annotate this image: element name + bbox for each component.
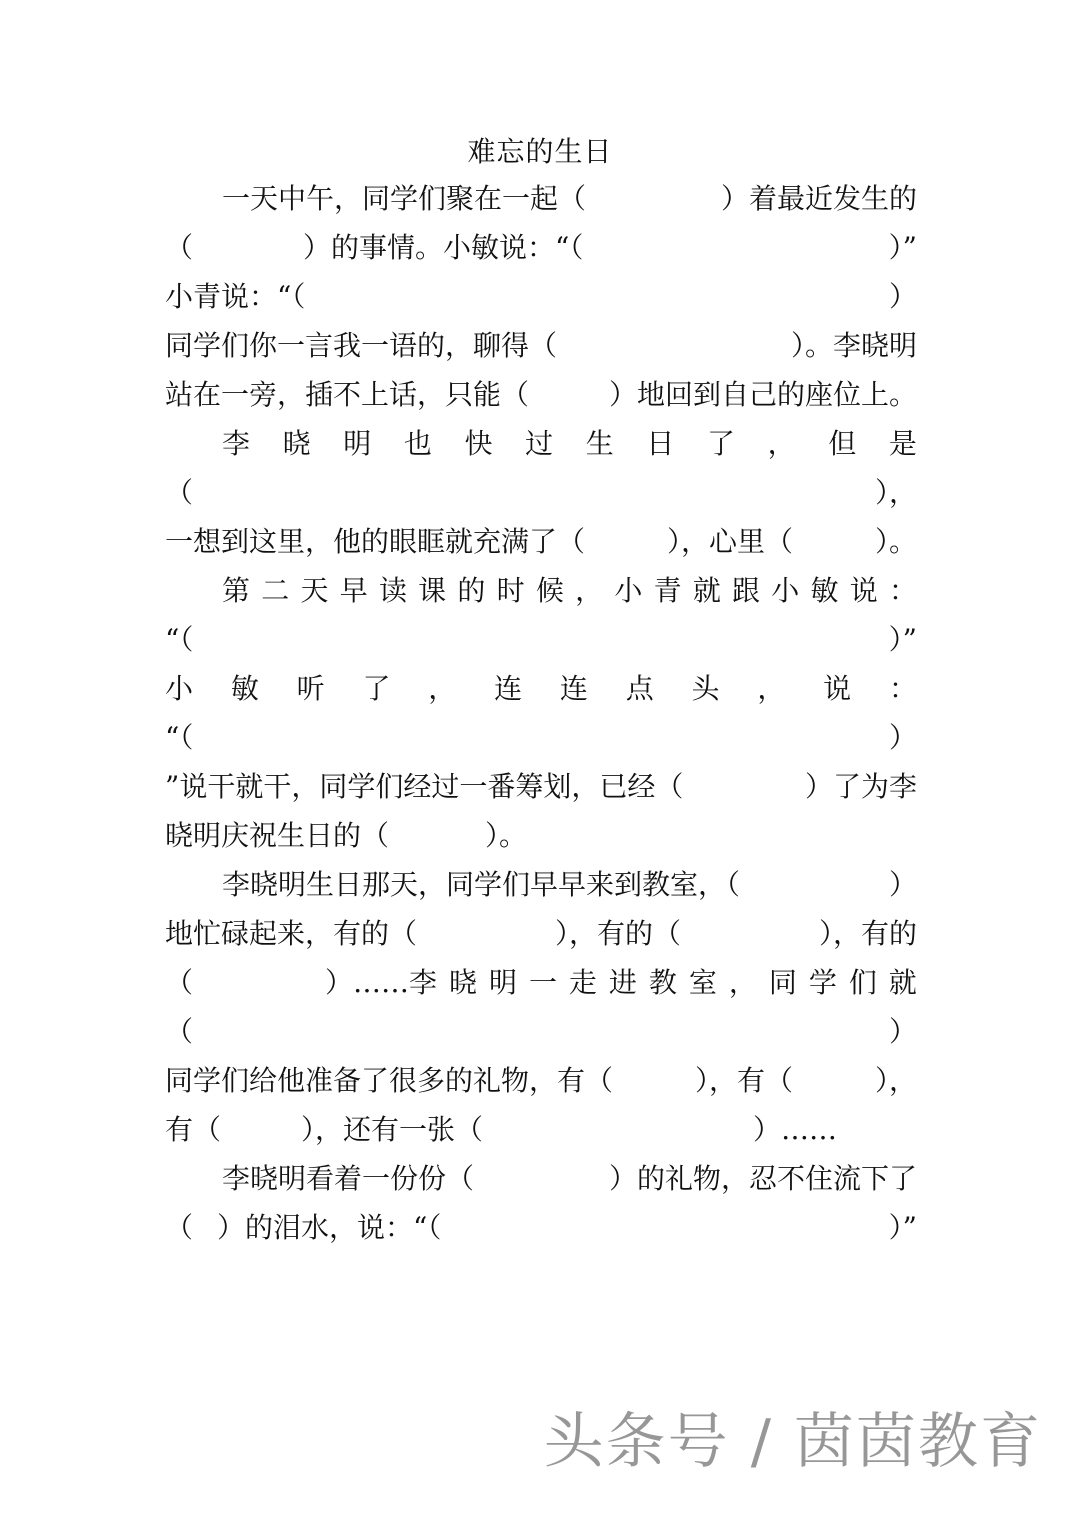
text-segment: 小青说：“（ bbox=[165, 280, 306, 313]
text-segment: 站在一旁，插不上话，只能（ bbox=[165, 378, 530, 411]
text-segment: 进 bbox=[608, 966, 637, 999]
text-segment: ） bbox=[888, 1015, 917, 1048]
text-line bbox=[165, 962, 917, 1004]
text-segment: “（ bbox=[165, 623, 194, 656]
text-segment: ）， bbox=[874, 476, 917, 509]
text-segment: 晓 bbox=[448, 966, 477, 999]
text-segment: 一想到这里，他的眼眶就充满了（ bbox=[165, 525, 586, 558]
text-segment: 走 bbox=[568, 966, 597, 999]
text-segment: ）” bbox=[888, 1211, 917, 1244]
text-segment: “（ bbox=[165, 721, 194, 754]
watermark: 头条号 / 茵茵教育 bbox=[543, 1407, 1042, 1477]
text-segment: 头 bbox=[691, 672, 720, 705]
text-segment: 同学们你一言我一语的，聊得（ bbox=[165, 329, 558, 362]
text-segment: ）……李 bbox=[324, 966, 437, 999]
text-segment: ）地回到自己的座位上。 bbox=[608, 378, 917, 411]
text-segment: 晓明庆祝生日的（ bbox=[165, 819, 390, 852]
text-segment: 同学们给他准备了很多的礼物，有（ bbox=[165, 1064, 614, 1097]
text-segment: ）” bbox=[888, 623, 917, 656]
text-line bbox=[165, 374, 917, 416]
text-segment: 学 bbox=[808, 966, 837, 999]
text-line bbox=[165, 1207, 917, 1249]
text-line bbox=[165, 276, 917, 318]
text-segment: （ bbox=[165, 966, 194, 999]
text-segment: ），有的（ bbox=[554, 917, 681, 950]
text-segment: 听 bbox=[296, 672, 325, 705]
text-segment: ） bbox=[888, 280, 917, 313]
text-segment: 小 bbox=[771, 574, 800, 607]
text-segment: ）…… bbox=[753, 1113, 838, 1146]
text-segment: ）的事情。小敏说：“（ bbox=[303, 231, 584, 264]
text-segment: 点 bbox=[625, 672, 654, 705]
text-segment: ， bbox=[757, 672, 786, 705]
text-segment: ） bbox=[888, 721, 917, 754]
text-segment: 了 bbox=[707, 427, 736, 460]
text-segment: 第 bbox=[222, 574, 251, 607]
text-segment: 连 bbox=[494, 672, 523, 705]
text-segment: 明 bbox=[488, 966, 517, 999]
text-segment: 课 bbox=[418, 574, 447, 607]
text-segment: 有（ bbox=[165, 1113, 222, 1146]
text-segment: 但 bbox=[828, 427, 857, 460]
text-segment: ： bbox=[888, 672, 917, 705]
page-title: 难忘的生日 bbox=[467, 135, 613, 168]
text-segment: （ bbox=[165, 1015, 194, 1048]
text-segment: 生 bbox=[585, 427, 614, 460]
text-segment: ），有的 bbox=[818, 917, 917, 950]
text-segment: 就 bbox=[888, 966, 917, 999]
text-segment: 青 bbox=[653, 574, 682, 607]
text-segment: （ bbox=[165, 1211, 194, 1244]
text-segment: 过 bbox=[525, 427, 554, 460]
text-line bbox=[165, 815, 917, 857]
text-segment: 快 bbox=[464, 427, 493, 460]
text-segment: ， bbox=[575, 574, 604, 607]
text-line bbox=[165, 1060, 917, 1102]
text-line bbox=[165, 325, 917, 367]
text-segment: ， bbox=[728, 966, 757, 999]
text-line bbox=[222, 178, 917, 220]
text-segment: 就 bbox=[692, 574, 721, 607]
text-segment: ） bbox=[888, 868, 917, 901]
text-segment: ）” bbox=[888, 231, 917, 264]
text-segment: 晓 bbox=[282, 427, 311, 460]
text-segment: ）了为李 bbox=[804, 770, 917, 803]
text-line bbox=[165, 1011, 917, 1053]
text-line bbox=[165, 717, 917, 759]
text-segment: 的 bbox=[457, 574, 486, 607]
text-segment: 敏 bbox=[810, 574, 839, 607]
text-segment: 明 bbox=[343, 427, 372, 460]
text-segment: 敏 bbox=[230, 672, 259, 705]
text-line bbox=[165, 521, 917, 563]
text-line bbox=[165, 472, 917, 514]
text-segment: 一天中午，同学们聚在一起（ bbox=[222, 182, 587, 215]
text-segment: 室 bbox=[688, 966, 717, 999]
text-line bbox=[222, 1158, 917, 1200]
text-segment: 一 bbox=[528, 966, 557, 999]
text-segment: 说 bbox=[823, 672, 852, 705]
text-segment: ）着最近发生的 bbox=[720, 182, 917, 215]
text-segment: 说 bbox=[849, 574, 878, 607]
text-segment: ”说干就干，同学们经过一番筹划，已经（ bbox=[165, 770, 684, 803]
text-segment: 李 bbox=[222, 427, 251, 460]
text-line bbox=[165, 227, 917, 269]
text-line bbox=[165, 1109, 917, 1151]
text-segment: 天 bbox=[300, 574, 329, 607]
text-line bbox=[165, 619, 917, 661]
text-segment: ），心里（ bbox=[666, 525, 793, 558]
text-segment: （ bbox=[165, 476, 194, 509]
text-segment: ， bbox=[767, 427, 796, 460]
text-segment: 同 bbox=[768, 966, 797, 999]
text-segment: 小 bbox=[614, 574, 643, 607]
text-segment: 连 bbox=[559, 672, 588, 705]
text-segment: ）， bbox=[874, 1064, 917, 1097]
text-segment: 地忙碌起来，有的（ bbox=[165, 917, 418, 950]
text-segment: 日 bbox=[646, 427, 675, 460]
text-segment: 时 bbox=[496, 574, 525, 607]
text-segment: ， bbox=[428, 672, 457, 705]
text-segment: 小 bbox=[165, 672, 194, 705]
text-segment: 也 bbox=[403, 427, 432, 460]
text-segment: ）。 bbox=[485, 819, 528, 852]
text-segment: ），还有一张（ bbox=[301, 1113, 484, 1146]
text-segment: 了 bbox=[362, 672, 391, 705]
text-segment: 是 bbox=[888, 427, 917, 460]
text-segment: 早 bbox=[339, 574, 368, 607]
text-line bbox=[165, 668, 917, 710]
text-segment: ）。李晓明 bbox=[790, 329, 917, 362]
text-segment: 跟 bbox=[732, 574, 761, 607]
text-segment: 读 bbox=[378, 574, 407, 607]
text-segment: 李晓明看着一份份（ bbox=[222, 1162, 475, 1195]
text-segment: 李晓明生日那天，同学们早早来到教室，（ bbox=[222, 868, 741, 901]
text-line bbox=[165, 913, 917, 955]
text-line bbox=[222, 570, 917, 612]
text-segment: 教 bbox=[648, 966, 677, 999]
text-line bbox=[222, 423, 917, 465]
text-segment: 候 bbox=[535, 574, 564, 607]
text-segment: ）的礼物，忍不住流下了 bbox=[608, 1162, 917, 1195]
text-segment: 二 bbox=[261, 574, 290, 607]
text-segment: ）的泪水，说：“（ bbox=[217, 1211, 442, 1244]
text-segment: 们 bbox=[848, 966, 877, 999]
text-segment: ： bbox=[888, 574, 917, 607]
text-line bbox=[222, 864, 917, 906]
text-segment: ）。 bbox=[874, 525, 917, 558]
text-line bbox=[165, 766, 917, 808]
text-segment: （ bbox=[165, 231, 194, 264]
text-segment: ），有（ bbox=[694, 1064, 793, 1097]
